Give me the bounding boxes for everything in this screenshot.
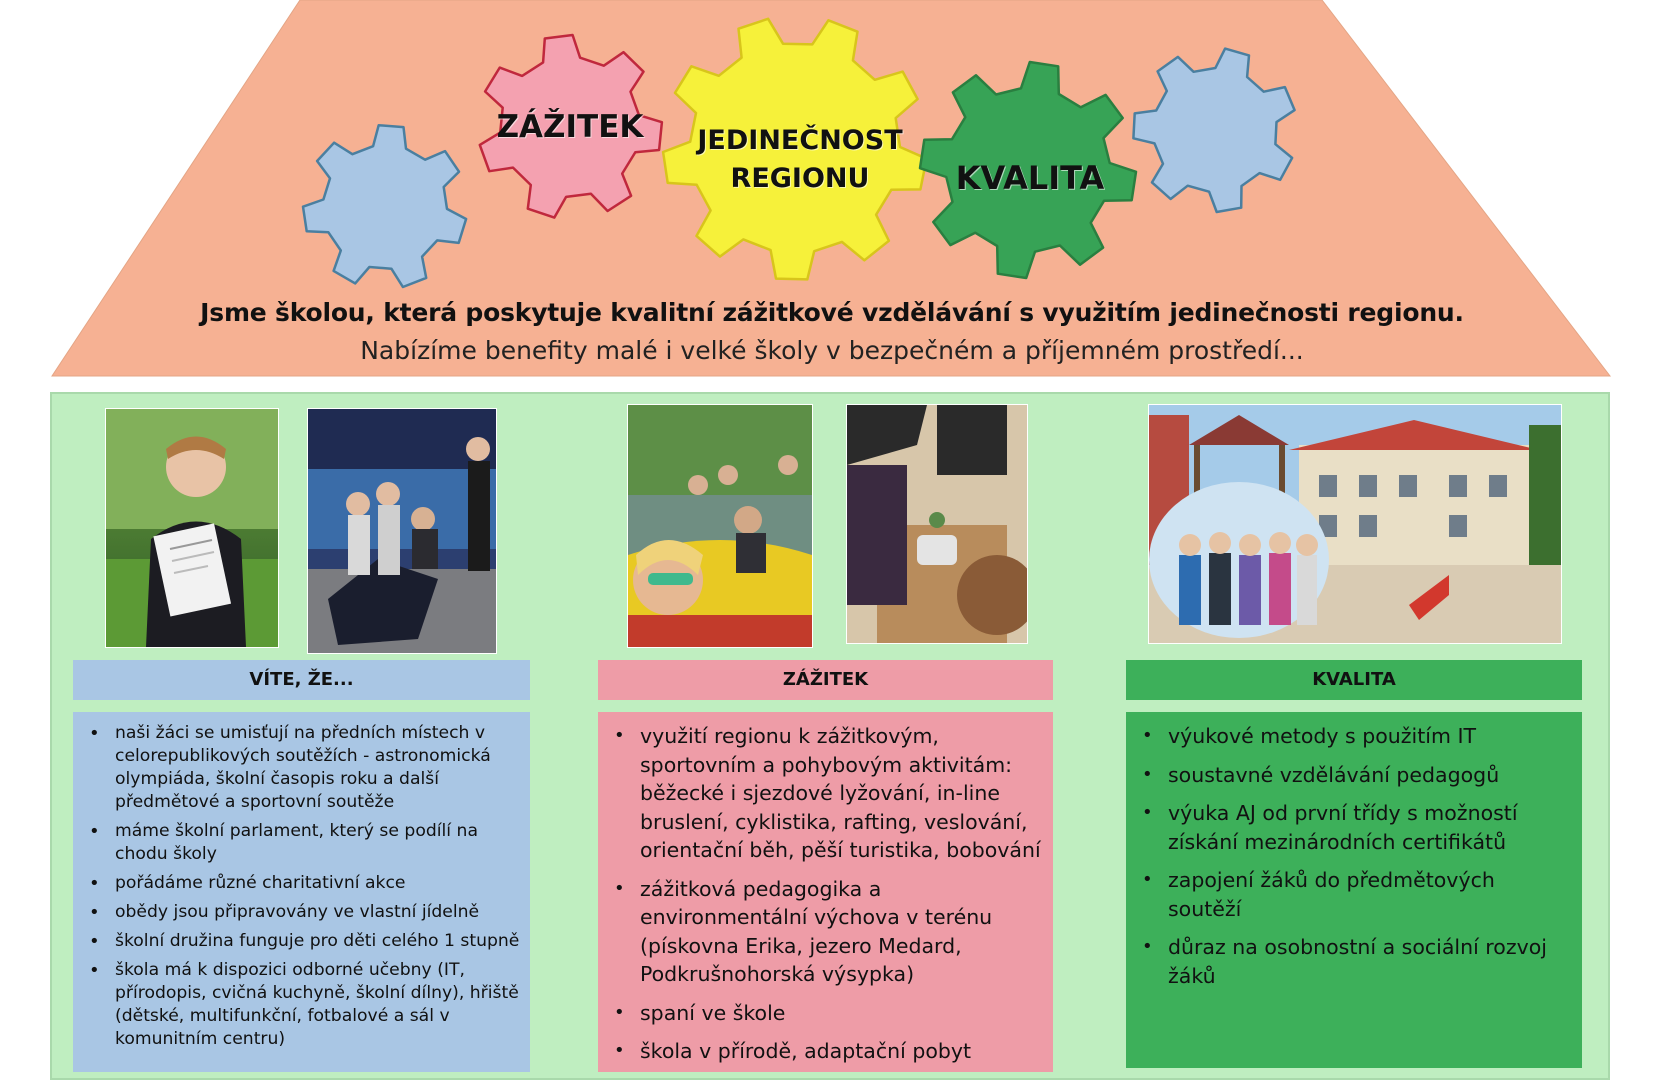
list-item: • zapojení žáků do předmětových soutěží (1168, 866, 1572, 923)
list-vite-ze (73, 712, 530, 1072)
mission-subtitle: Nabízíme benefity malé i velké školy v bezpečném a příjemném prostředí... (360, 336, 1304, 365)
gear-label-jedinecnost-line1: JEDINEČNOST (697, 125, 903, 156)
mission-statement: Jsme školou, která poskytuje kvalitní zážitkové vzdělávání s využitím jedinečnosti regionu. (200, 298, 1464, 327)
list-item: • zážitková pedagogika a environmentální výchova v terénu (pískovna Erika, jezero Medard, Podkrušnohorská výsypka) (640, 875, 1043, 989)
list-kvalita (1126, 712, 1582, 1068)
list-zazitek (598, 712, 1053, 1072)
list-item: • škola má k dispozici odborné učebny (IT, přírodopis, cvičná kuchyně, školní dílny), hřiště (dětské, multifunkční, fotbalové a sál v komunitním centru) (115, 959, 520, 1051)
list-item: • výuka AJ od první třídy s možností získání mezinárodních certifikátů (1168, 799, 1572, 856)
list-item: • školní družina funguje pro děti celého 1 stupně (115, 930, 520, 953)
heading-vite-ze: VÍTE, ŽE... (73, 660, 530, 700)
list-item: • výukové metody s použitím IT (1168, 722, 1572, 751)
list-item: • využití regionu k zážitkovým, sportovním a pohybovým aktivitám: běžecké i sjezdové lyžování, in-line bruslení, cyklistika, rafting, veslování, orientační běh, pěší turistika, bobování (640, 722, 1043, 865)
list-item: • pořádáme různé charitativní akce (115, 872, 520, 895)
gear-label-jedinecnost (680, 122, 920, 198)
list-item: • soustavné vzdělávání pedagogů (1168, 761, 1572, 790)
list-item: • škola v přírodě, adaptační pobyt (640, 1037, 1043, 1066)
list-item: • naši žáci se umisťují na předních místech v celorepublikových soutěžích - astronomická olympiáda, školní časopis roku a další předmětové a sportovní soutěže (115, 722, 520, 814)
gear-label-zazitek: ZÁŽITEK (496, 109, 644, 145)
photo-outdoor-learning (846, 404, 1028, 644)
photo-rafting (627, 404, 813, 648)
gear-label-kvalita: KVALITA (955, 159, 1105, 197)
list-item: • obědy jsou připravovány ve vlastní jídelně (115, 901, 520, 924)
list-item: • máme školní parlament, který se podílí na chodu školy (115, 820, 520, 866)
photo-school-building (1148, 404, 1562, 644)
photo-students-competition (307, 408, 497, 654)
list-item: • důraz na osobnostní a sociální rozvoj žáků (1168, 933, 1572, 990)
heading-zazitek: ZÁŽITEK (598, 660, 1053, 700)
gear-label-jedinecnost-line2: REGIONU (730, 163, 870, 194)
list-item: • spaní ve škole (640, 999, 1043, 1028)
heading-kvalita: KVALITA (1126, 660, 1582, 700)
photo-student-certificate (105, 408, 279, 648)
